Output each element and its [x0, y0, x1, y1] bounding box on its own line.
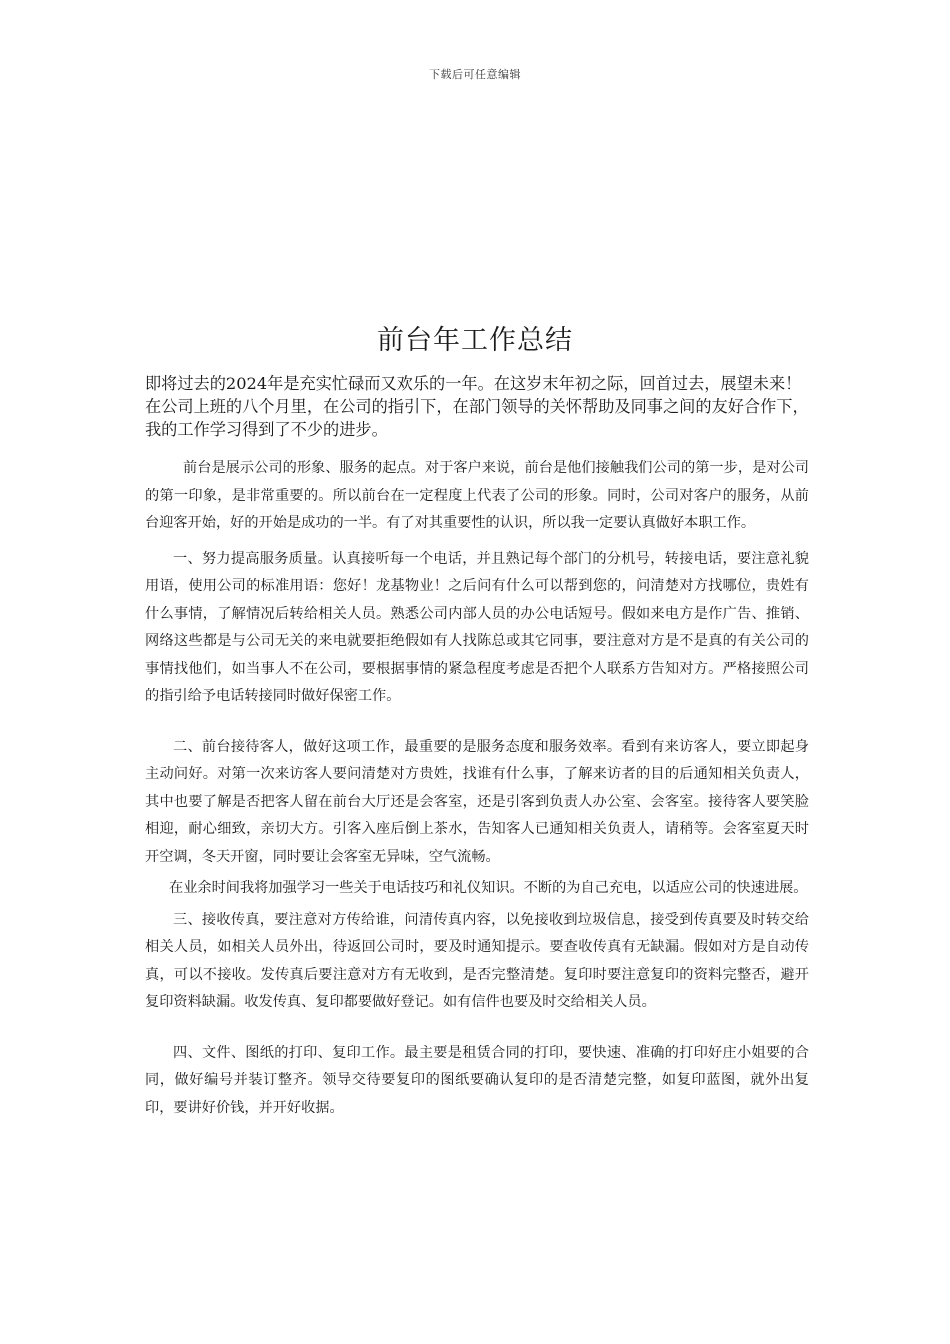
- paragraph-section-3-fax: 三、接收传真，要注意对方传给谁，问清传真内容，以免接收到垃圾信息，接受到传真要及时转交给相关人员，如相关人员外出，待返回公司时，要及时通知提示。要查收传真有无缺漏。假如对方是自动传真，可以不接收。发传真后要注意对方有无收到，是否完整清楚。复印时要注意复印的资料完整否，避开复印资料缺漏。收发传真、复印都要做好登记。如有信件也要及时交给相关人员。: [145, 911, 809, 1010]
- paragraph-section-2-reception: 二、前台接待客人，做好这项工作，最重要的是服务态度和服务效率。看到有来访客人，要立即起身主动问好。对第一次来访客人要问清楚对方贵姓，找谁有什么事，了解来访者的目的后通知相关负责人，其中也要了解是否把客人留在前台大厅还是会客室，还是引客到负责人办公室、会客室。接待客人要笑脸相迎，耐心细致，亲切大方。引客入座后倒上茶水，告知客人已通知相关负责人，请稍等。会客室夏天时开空调，冬天开窗，同时要让会客室无异味，空气流畅。: [145, 738, 809, 865]
- document-body: [145, 372, 809, 1122]
- page-header-note: 下载后可任意编辑: [429, 68, 521, 81]
- paragraph-front-desk-role: 前台是展示公司的形象、服务的起点。对于客户来说，前台是他们接触我们公司的第一步，是对公司的第一印象，是非常重要的。所以前台在一定程度上代表了公司的形象。同时，公司对客户的服务，从前台迎客开始，好的开始是成功的一半。有了对其重要性的认识，所以我一定要认真做好本职工作。: [145, 460, 809, 531]
- paragraph-self-study: 在业余时间我将加强学习一些关于电话技巧和礼仪知识。不断的为自己充电，以适应公司的快速进展。: [169, 880, 808, 896]
- document-title: 前台年工作总结: [377, 325, 573, 356]
- intro-paragraph: 即将过去的2024年是充实忙碌而又欢乐的一年。在这岁末年初之际，回首过去，展望未来！在公司上班的八个月里，在公司的指引下，在部门领导的关怀帮助及同事之间的友好合作下，我的工作学习得到了不少的进步。: [145, 374, 809, 439]
- paragraph-section-4-printing: 四、文件、图纸的打印、复印工作。最主要是租赁合同的打印，要快速、准确的打印好庄小姐要的合同，做好编号并装订整齐。领导交待要复印的图纸要确认复印的是否清楚完整，如复印蓝图，就外出复印，要讲好价钱，并开好收据。: [145, 1044, 809, 1116]
- paragraph-section-1-phone-service: 一、努力提高服务质量。认真接听每一个电话，并且熟记每个部门的分机号，转接电话，要注意礼貌用语，使用公司的标准用语：您好！龙基物业！之后问有什么可以帮到您的，问清楚对方找哪位，贵姓有什么事情，了解情况后转给相关人员。熟悉公司内部人员的办公电话短号。假如来电方是作广告、推销、网络这些都是与公司无关的来电就要拒绝假如有人找陈总或其它同事，要注意对方是不是真的有关公司的事情找他们，如当事人不在公司，要根据事情的紧急程度考虑是否把个人联系方告知对方。严格接照公司的指引给予电话转接同时做好保密工作。: [145, 550, 809, 704]
